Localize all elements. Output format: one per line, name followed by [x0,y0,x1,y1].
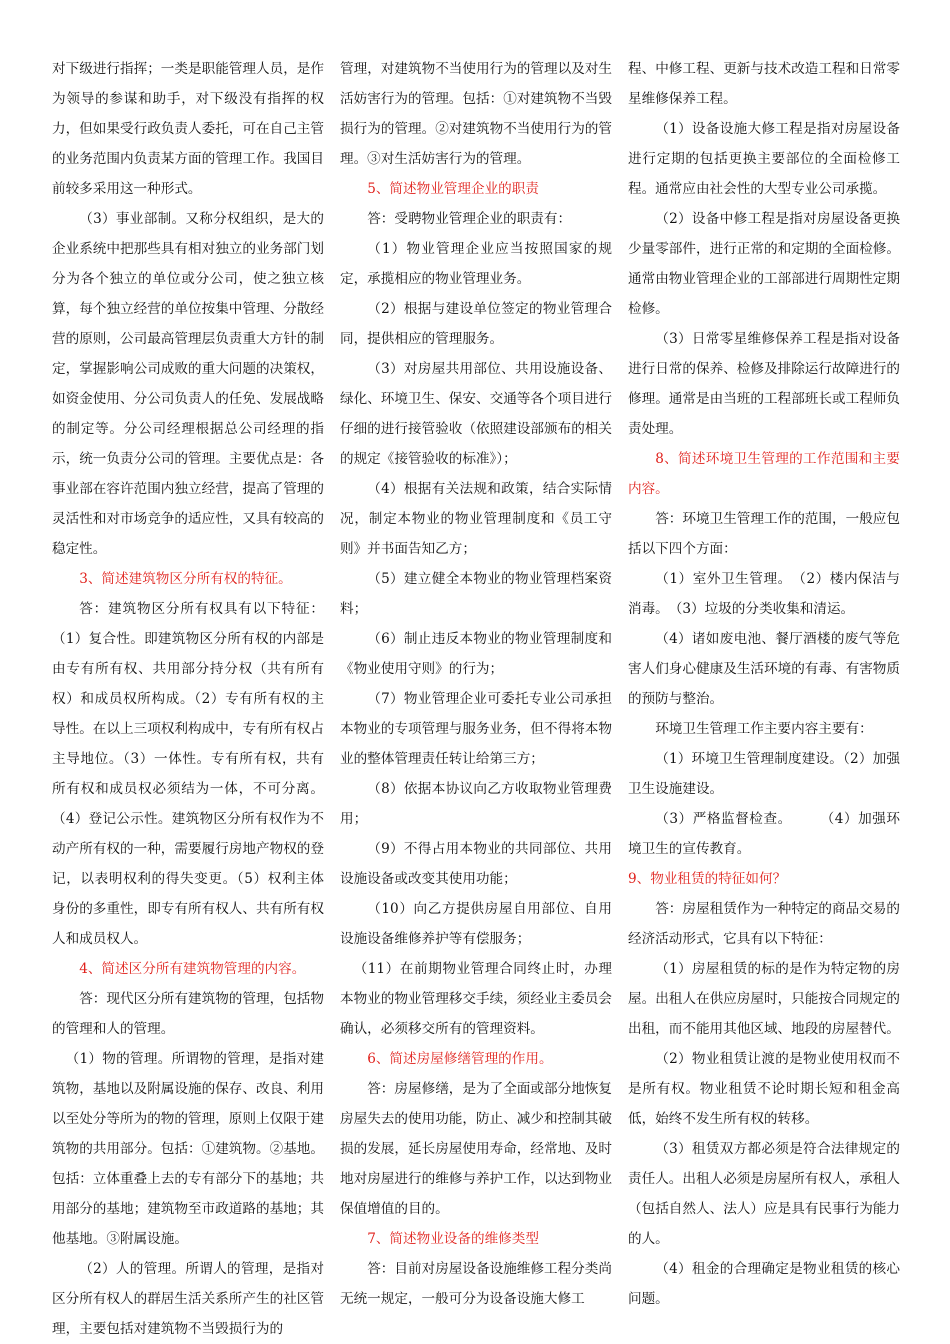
paragraph: （1）物业管理企业应当按照国家的规定，承揽相应的物业管理业务。 [340,241,612,287]
question-heading: 3、简述建筑物区分所有权的特征。 [79,571,292,587]
paragraph: （1）物的管理。所谓物的管理，是指对建筑物，基地以及附属设施的保存、改良、利用以至处分等所为的物的管理，原则上仅限于建筑物的共用部分。包括：①建筑物。②基地。包括：立体重叠上去的专有部分下的基地；共用部分的基地；建筑物至市政道路的基地；其他基地。③附属设施。 [52,1051,324,1247]
text-column-left [52,54,324,1344]
paragraph: （1）环境卫生管理制度建设。（2）加强卫生设施建设。 [628,751,900,797]
question-heading: 7、简述物业设备的维修类型 [367,1231,539,1247]
paragraph: （3）严格监督检查。 （4）加强环境卫生的宣传教育。 [628,811,900,857]
paragraph: 对下级进行指挥；一类是职能管理人员，是作为领导的参谋和助手，对下级没有指挥的权力，但如果受行政负责人委托，可在自己主管的业务范围内负责某方面的管理工作。我国目前较多采用这一种形式。 [52,61,324,197]
question-heading: 5、简述物业管理企业的职责 [367,181,539,197]
paragraph: （1）设备设施大修工程是指对房屋设备进行定期的包括更换主要部位的全面检修工程。通常应由社会性的大型专业公司承揽。 [628,121,900,197]
paragraph: （7）物业管理企业可委托专业公司承担本物业的专项管理与服务业务，但不得将本物业的整体管理责任转让给第三方； [340,691,612,767]
paragraph: （2）根据与建设单位签定的物业管理合同，提供相应的管理服务。 [340,301,612,347]
paragraph: （3）对房屋共用部位、共用设施设备、绿化、环境卫生、保安、交通等各个项目进行仔细的进行接管验收（依照建设部颁布的相关的规定《接管验收的标准》）； [340,361,612,467]
paragraph: （3）事业部制。又称分权组织，是大的企业系统中把那些具有相对独立的业务部门划分为各个独立的单位或分公司，使之独立核算，每个独立经营的单位按集中管理、分散经营的原则，公司最高管理层负责重大方针的制定，掌握影响公司成败的重大问题的决策权，如资金使用、分公司负责人的任免、发展战略的制定等。分公司经理根据总公司经理的指示，统一负责分公司的管理。主要优点是：各事业部在容许范围内独立经营，提高了管理的灵活性和对市场竞争的适应性，又具有较高的稳定性。 [52,211,324,557]
paragraph: （10）向乙方提供房屋自用部位、自用设施设备维修养护等有偿服务； [340,901,612,947]
paragraph: （3）日常零星维修保养工程是指对设备进行日常的保养、检修及排除运行故障进行的修理。通常是由当班的工程部班长或工程师负责处理。 [628,331,900,437]
paragraph: （9）不得占用本物业的共同部位、共用设施设备或改变其使用功能； [340,841,612,887]
paragraph: （4）根据有关法规和政策，结合实际情况，制定本物业的物业管理制度和《员工守则》并书面告知乙方； [340,481,612,557]
paragraph: 答：环境卫生管理工作的范围，一般应包括以下四个方面： [628,511,900,557]
paragraph: 管理，对建筑物不当使用行为的管理以及对生活妨害行为的管理。包括：①对建筑物不当毁损行为的管理。②对建筑物不当使用行为的管理。③对生活妨害行为的管理。 [340,61,612,167]
paragraph: （8）依据本协议向乙方收取物业管理费用； [340,781,612,827]
paragraph: 答：目前对房屋设备设施维修工程分类尚无统一规定，一般可分为设备设施大修工 [340,1261,612,1307]
paragraph: （2）物业租赁让渡的是物业使用权而不是所有权。物业租赁不论时期长短和租金高低，始终不发生所有权的转移。 [628,1051,900,1127]
paragraph: （1）室外卫生管理。 （2）楼内保洁与消毒。 （3）垃圾的分类收集和清运。 [628,571,900,617]
question-heading: 9、物业租赁的特征如何？ [628,871,787,887]
paragraph: （11）在前期物业管理合同终止时，办理本物业的物业管理移交手续，须经业主委员会确认，必须移交所有的管理资料。 [340,961,612,1037]
paragraph: （5）建立健全本物业的物业管理档案资料； [340,571,612,617]
paragraph: （2）人的管理。所谓人的管理，是指对区分所有权人的群居生活关系所产生的社区管理，主要包括对建筑物不当毁损行为的 [52,1261,324,1337]
paragraph: （2）设备中修工程是指对房屋设备更换少量零部件，进行正常的和定期的全面检修。通常由物业管理企业的工部部进行周期性定期检修。 [628,211,900,317]
paragraph: 答：建筑物区分所有权具有以下特征：（1）复合性。即建筑物区分所有权的内部是由专有所有权、共用部分持分权（共有所有权）和成员权所构成。（2）专有所有权的主导性。在以上三项权利构成中，专有所有权占主导地位。（3）一体性。专有所有权，共有所有权和成员权必须结为一体，不可分离。（4）登记公示性。建筑物区分所有权作为不动产所有权的一种，需要履行房地产物权的登记，以表明权利的得失变更。（5）权利主体身份的多重性，即专有所有权人、共有所有权人和成员权人。 [52,601,324,947]
paragraph: （6）制止违反本物业的物业管理制度和《物业使用守则》的行为； [340,631,612,677]
paragraph: （4）租金的合理确定是物业租赁的核心问题。 [628,1261,900,1307]
paragraph: 答：受聘物业管理企业的职责有： [367,211,572,227]
question-heading: 4、简述区分所有建筑物管理的内容。 [79,961,306,977]
question-heading: 8、简述环境卫生管理的工作范围和主要内容。 [628,451,900,497]
text-column-middle [340,54,612,1314]
paragraph: 程、中修工程、更新与技术改造工程和日常零星维修保养工程。 [628,61,900,107]
paragraph: 环境卫生管理工作主要内容主要有： [655,721,873,737]
paragraph: （4）诸如废电池、餐厅酒楼的废气等危害人们身心健康及生活环境的有毒、有害物质的预防与整治。 [628,631,900,707]
paragraph: （1）房屋租赁的标的是作为特定物的房屋。出租人在供应房屋时，只能按合同规定的出租，而不能用其他区域、地段的房屋替代。 [628,961,900,1037]
paragraph: 答：现代区分所有建筑物的管理，包括物的管理和人的管理。 [52,991,324,1037]
paragraph: （3）租赁双方都必须是符合法律规定的责任人。出租人必须是房屋所有权人，承租人（包括自然人、法人）应是具有民事行为能力的人。 [628,1141,900,1247]
question-heading: 6、简述房屋修缮管理的作用。 [367,1051,553,1067]
text-column-right [628,54,900,1314]
paragraph: 答：房屋修缮，是为了全面或部分地恢复房屋失去的使用功能，防止、减少和控制其破损的发展，延长房屋使用寿命，经常地、及时地对房屋进行的维修与养护工作，以达到物业保值增值的目的。 [340,1081,612,1217]
paragraph: 答：房屋租赁作为一种特定的商品交易的经济活动形式，它具有以下特征： [628,901,900,947]
